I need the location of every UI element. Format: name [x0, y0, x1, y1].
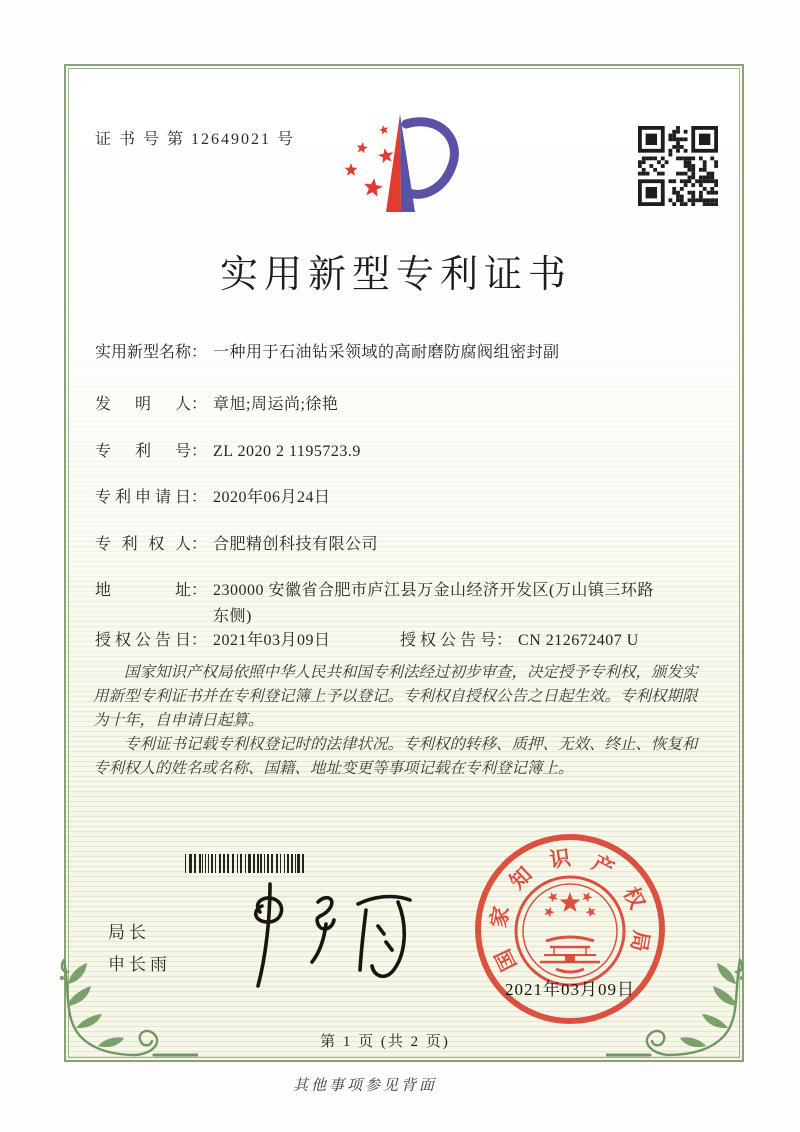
- emblem-stars: [544, 892, 595, 917]
- seal-char: 识: [547, 845, 573, 873]
- seal-char: 权: [618, 883, 650, 913]
- field-label: 授权公告日: [95, 632, 191, 649]
- field-label: 发明人: [95, 396, 191, 413]
- field-colon: ：: [191, 489, 208, 506]
- field-row-grant-date: [95, 628, 331, 654]
- certificate-number: 证 书 号 第 12649021 号: [95, 131, 296, 148]
- legal-paragraph-2: 专利证书记载专利权登记时的法律状况。专利权的转移、质押、无效、终止、恢复和专利权人的姓名或名称、国籍、地址变更等事项记载在专利登记簿上。: [93, 736, 698, 777]
- field-value: 合肥精创科技有限公司: [213, 536, 379, 553]
- field-colon: ：: [191, 443, 208, 460]
- page-number: 第 1 页 (共 2 页): [320, 1034, 450, 1050]
- field-value: CN 212672407 U: [518, 632, 639, 649]
- legal-paragraphs: [93, 661, 709, 781]
- cnipa-patent-logo-icon: [340, 112, 466, 216]
- field-label: 专利号: [95, 443, 191, 460]
- field-row-application-date: [95, 485, 331, 511]
- barcode: [185, 854, 307, 873]
- field-row-patent-number: [95, 439, 361, 465]
- field-colon: ：: [191, 582, 208, 599]
- seal-char: 局: [626, 928, 654, 954]
- field-label: 地址: [95, 582, 191, 599]
- qr-code: [638, 126, 718, 206]
- field-colon: ：: [496, 632, 513, 649]
- commissioner-name: 申长雨: [108, 955, 171, 974]
- logo-stars: [344, 125, 393, 197]
- seal-char: 知: [505, 862, 537, 894]
- seal-char: 国: [490, 945, 522, 975]
- commissioner-title: 局长: [108, 923, 150, 942]
- seal-char: 产: [588, 850, 618, 882]
- field-colon: ：: [191, 632, 208, 649]
- field-row-patentee: [95, 532, 378, 558]
- commissioner-signature: [222, 878, 422, 993]
- field-colon: ：: [191, 344, 208, 361]
- certificate-title: 实用新型专利证书: [219, 254, 572, 296]
- field-label: 专利权人: [95, 536, 191, 553]
- seal-char: 家: [486, 904, 514, 930]
- seal-date: 2021年03月09日: [505, 980, 635, 999]
- field-row-utility-model-name: [95, 340, 560, 366]
- field-colon: ：: [191, 536, 208, 553]
- field-label: 专利申请日: [95, 489, 191, 506]
- field-value: 章旭;周运尚;徐艳: [213, 396, 339, 413]
- field-label: 授权公告号: [400, 632, 496, 649]
- field-colon: ：: [191, 396, 208, 413]
- field-row-address: [95, 578, 668, 630]
- back-side-note: 其他事项参见背面: [292, 1078, 437, 1094]
- field-label: 实用新型名称: [95, 344, 192, 361]
- field-value: 一种用于石油钻采领域的高耐磨防腐阀组密封副: [213, 344, 560, 361]
- field-value: ZL 2020 2 1195723.9: [213, 443, 361, 460]
- field-value: 2021年03月09日: [213, 632, 331, 649]
- field-value: 230000 安徽省合肥市庐江县万金山经济开发区(万山镇三环路东侧): [213, 582, 654, 625]
- field-value: 2020年06月24日: [213, 489, 331, 506]
- field-row-grant-number: [400, 628, 639, 654]
- field-row-inventor: [95, 392, 338, 418]
- legal-paragraph-1: 国家知识产权局依照中华人民共和国专利法经过初步审查，决定授予专利权，颁发实用新型专利证书并在专利登记簿上予以登记。专利权自授权公告之日起生效。专利权期限为十年，自申请日起算。: [93, 664, 698, 729]
